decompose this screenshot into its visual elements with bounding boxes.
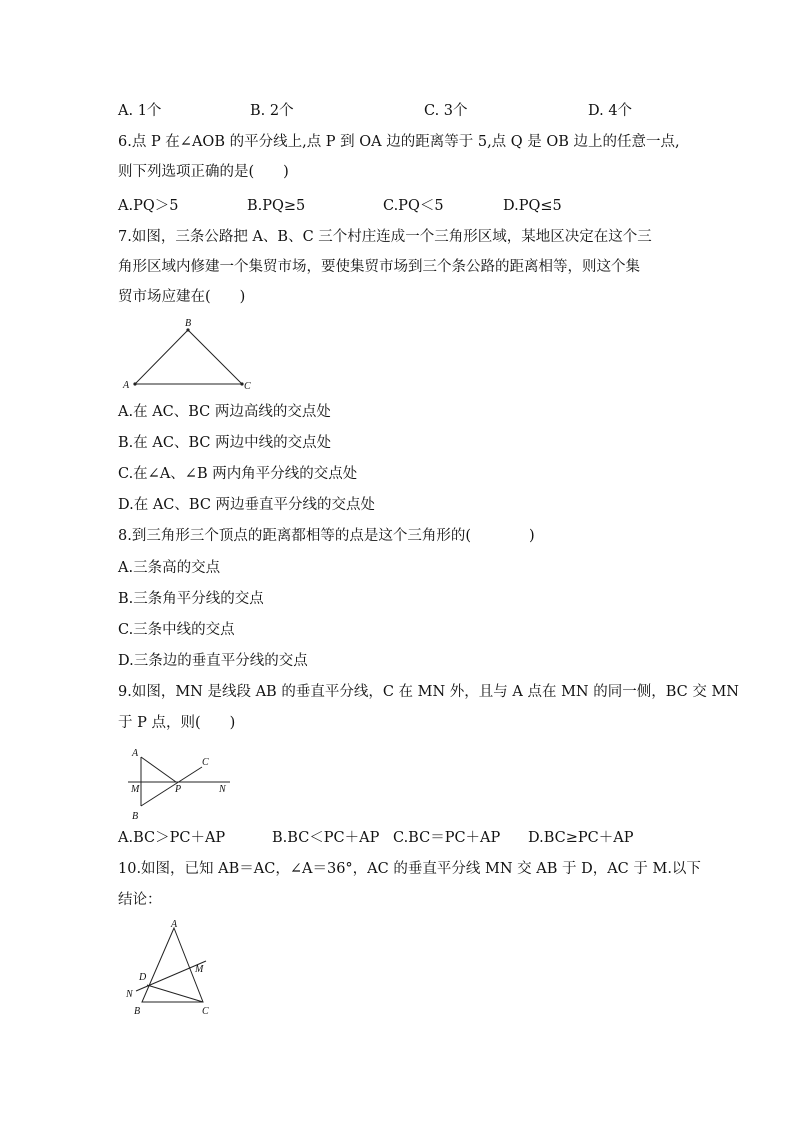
q10-label-m: M bbox=[195, 964, 204, 975]
q6-stem-line-2: 则下列选项正确的是( ) bbox=[118, 164, 289, 180]
q9-label-c: C bbox=[202, 757, 209, 768]
q7-label-a: A bbox=[123, 380, 130, 391]
q10-label-n: N bbox=[126, 989, 133, 1000]
q9-stem-line-1: 9.如图，MN 是线段 AB 的垂直平分线，C 在 MN 外，且与 A 点在 MN 的同一侧，BC 交 MN bbox=[118, 684, 739, 700]
q7-option-d: D.在 AC、BC 两边垂直平分线的交点处 bbox=[118, 497, 376, 513]
q9-segment-bc bbox=[141, 767, 202, 806]
q5-option-c: C. 3个 bbox=[424, 103, 468, 119]
q7-triangle-figure bbox=[118, 315, 268, 395]
q10-triangle-abc bbox=[142, 928, 203, 1002]
q9-stem-line-2: 于 P 点，则( ) bbox=[118, 715, 236, 731]
q9-label-b: B bbox=[132, 811, 139, 822]
q9-segment-ap bbox=[141, 757, 176, 782]
q7-option-b: B.在 AC、BC 两边中线的交点处 bbox=[118, 435, 332, 451]
q10-label-d: D bbox=[139, 972, 147, 983]
q8-option-d: D.三条边的垂直平分线的交点 bbox=[118, 653, 308, 669]
q10-stem-line-1: 10.如图，已知 AB＝AC，∠A＝36°，AC 的垂直平分线 MN 交 AB 于 D，AC 于 M.以下 bbox=[118, 861, 701, 877]
q9-option-c: C.BC＝PC＋AP bbox=[393, 830, 501, 846]
q7-option-a: A.在 AC、BC 两边高线的交点处 bbox=[118, 404, 331, 420]
q8-stem: 8.到三角形三个顶点的距离都相等的点是这个三角形的( ) bbox=[118, 528, 535, 544]
q9-label-m: M bbox=[131, 784, 140, 795]
q7-stem-line-2: 角形区域内修建一个集贸市场，要使集贸市场到三个条公路的距离相等，则这个集 bbox=[118, 259, 640, 275]
q7-stem-line-1: 7.如图，三条公路把 A、B、C 三个村庄连成一个三角形区域，某地区决定在这个三 bbox=[118, 229, 652, 245]
q7-label-b: B bbox=[185, 318, 192, 329]
q7-vertex-a bbox=[133, 382, 136, 385]
q8-option-c: C.三条中线的交点 bbox=[118, 622, 235, 638]
q9-figure bbox=[118, 744, 243, 822]
q10-figure bbox=[118, 918, 228, 1018]
q6-option-b: B.PQ≥5 bbox=[247, 198, 306, 214]
q7-stem-line-3: 贸市场应建在( ) bbox=[118, 289, 246, 305]
q8-option-b: B.三条角平分线的交点 bbox=[118, 591, 264, 607]
q10-segment-dc bbox=[147, 985, 203, 1002]
q5-option-d: D. 4个 bbox=[588, 103, 633, 119]
q5-option-b: B. 2个 bbox=[250, 103, 294, 119]
q6-option-c: C.PQ＜5 bbox=[383, 198, 444, 214]
q9-option-d: D.BC≥PC＋AP bbox=[528, 830, 634, 846]
q9-option-b: B.BC＜PC＋AP bbox=[272, 830, 380, 846]
q10-label-c: C bbox=[202, 1006, 209, 1017]
q10-label-b: B bbox=[134, 1006, 141, 1017]
q6-option-a: A.PQ＞5 bbox=[118, 198, 179, 214]
q6-stem-line-1: 6.点 P 在∠AOB 的平分线上,点 P 到 OA 边的距离等于 5,点 Q 是 OB 边上的任意一点, bbox=[118, 134, 680, 150]
q9-label-p: P bbox=[175, 784, 182, 795]
q7-option-c: C.在∠A、∠B 两内角平分线的交点处 bbox=[118, 466, 358, 482]
q9-option-a: A.BC＞PC＋AP bbox=[118, 830, 226, 846]
q9-label-a: A bbox=[132, 748, 139, 759]
q7-triangle bbox=[135, 330, 242, 384]
q6-option-d: D.PQ≤5 bbox=[503, 198, 562, 214]
q5-option-a: A. 1个 bbox=[118, 103, 162, 119]
q9-label-n: N bbox=[219, 784, 226, 795]
q8-option-a: A.三条高的交点 bbox=[118, 560, 221, 576]
q7-label-c: C bbox=[244, 381, 251, 392]
q10-label-a: A bbox=[171, 919, 178, 930]
q10-stem-line-2: 结论： bbox=[118, 892, 162, 908]
